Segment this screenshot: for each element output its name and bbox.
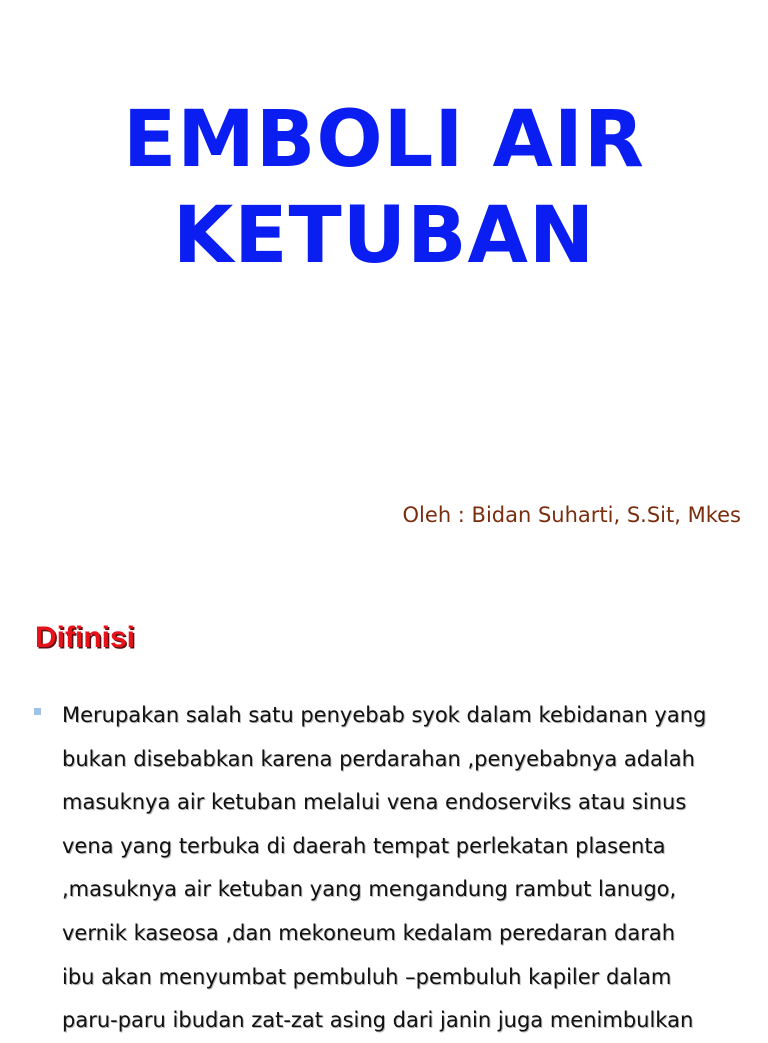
paragraph-line: ,masuknya air ketuban yang mengandung rambut lanugo, [62, 877, 677, 902]
slide-title-line-1: EMBOLI AIR [123, 95, 645, 185]
slide-title [0, 92, 768, 284]
section-heading: Difinisi [35, 621, 136, 654]
paragraph-line: vena yang terbuka di daerah tempat perlekatan plasenta [62, 833, 666, 858]
paragraph-line: ibu akan menyumbat pembuluh –pembuluh kapiler dalam [62, 964, 672, 989]
slide-title-line-2: KETUBAN [172, 191, 596, 281]
bullet-marker-icon [34, 708, 41, 715]
paragraph-line: Merupakan salah satu penyebab syok dalam kebidanan yang [62, 703, 707, 727]
paragraph-line: masuknya air ketuban melalui vena endoserviks atau sinus [62, 790, 687, 815]
paragraph-line: paru-paru ibudan zat-zat asing dari janin juga menimbulkan [62, 1008, 694, 1033]
definition-paragraph [62, 694, 742, 1043]
paragraph-line: vernik kaseosa ,dan mekoneum kedalam peredaran darah [62, 920, 676, 945]
paragraph-line: bukan disebabkan karena perdarahan ,penyebabnya adalah [62, 746, 695, 771]
author-credit: Oleh : Bidan Suharti, S.Sit, Mkes [402, 503, 741, 527]
